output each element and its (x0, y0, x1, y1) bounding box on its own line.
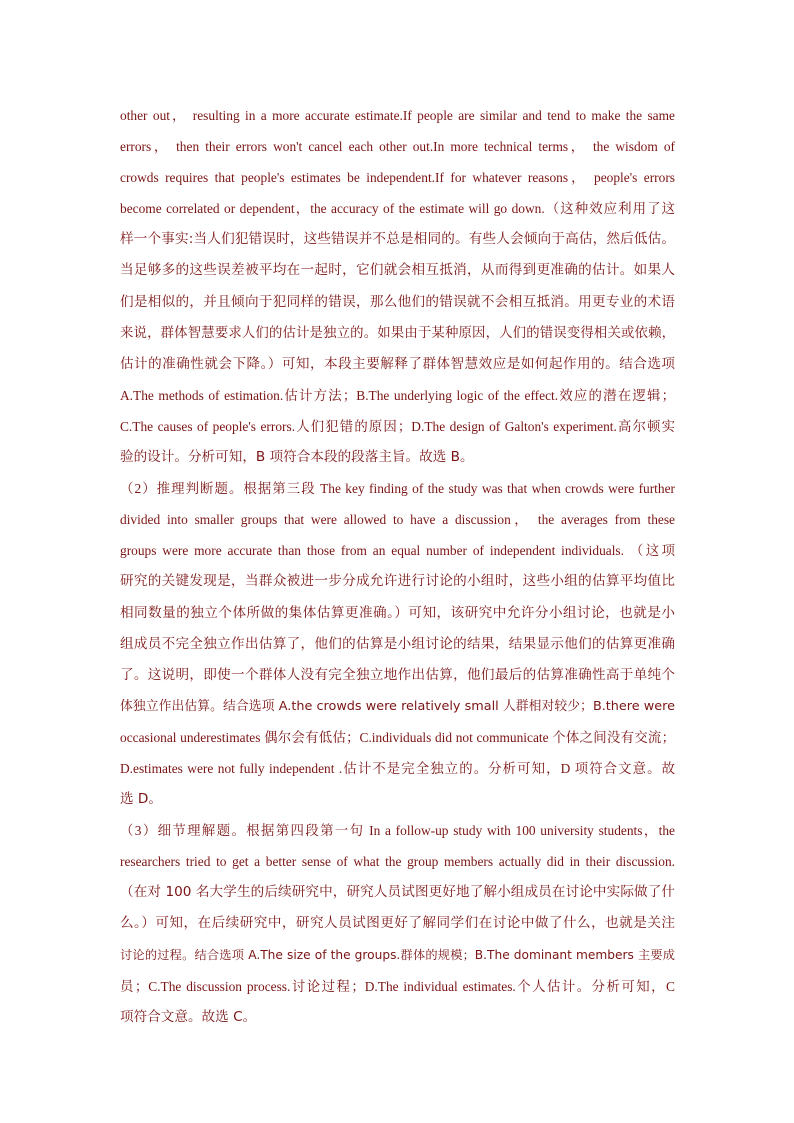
text-line: 们是相似的，并且倾向于犯同样的错误，那么他们的错误就不会相互抵消。用更专业的术语 (120, 293, 675, 310)
text-line: 估计的准确性就会下降。）可知，本段主要解释了群体智慧效应是如何起作用的。结合选项 (120, 355, 675, 372)
question-3-heading-line: （3）细节理解题。根据第四段第一句 In a follow-up study with 100 university students，the (120, 823, 675, 839)
question-2-heading-line: （2）推理判断题。根据第三段 The key finding of the study was that when crowds were further (120, 481, 675, 497)
text-line: errors， then their errors won't cancel each other out.In more technical terms， the wisdom of (120, 139, 675, 155)
text-line: 当足够多的这些误差被平均在一起时，它们就会相互抵消，从而得到更准确的估计。如果人 (120, 262, 675, 279)
text-line: 验的设计。分析可知，B 项符合本段的段落主旨。故选 B。 (120, 449, 474, 466)
text-line: 研究的关键发现是，当群众被进一步分成允许进行讨论的小组时，这些小组的估算平均值比 (120, 573, 675, 590)
text-line: researchers tried to get a better sense of what the group members actually did in their discussion. (120, 854, 675, 870)
text-line: 来说，群体智慧要求人们的估计是独立的。如果由于某种原因，人们的错误变得相关或依赖， (120, 325, 675, 341)
text-line: 项符合文意。故选 C。 (120, 1008, 257, 1025)
text-line: C.The causes of people's errors.人们犯错的原因；D.The design of Galton's experiment.高尔顿实 (120, 418, 675, 434)
text-line: 么。）可知，在后续研究中，研究人员试图更好了解同学们在讨论中做了什么，也就是关注 (120, 915, 675, 932)
text-line: 了。这说明，即使一个群体人没有完全独立地作出估算，他们最后的估算准确性高于单纯个 (120, 666, 675, 683)
text-line: become correlated or dependent，the accuracy of the estimate will go down.（这种效应利用了这 (120, 201, 675, 217)
text-line: 相同数量的独立个体所做的集体估算更准确。）可知，该研究中允许分小组讨论，也就是小 (120, 604, 675, 621)
document-page (120, 100, 675, 1033)
text-line: 员；C.The discussion process.讨论过程；D.The individual estimates.个人估计。分析可知，C (120, 978, 675, 994)
text-line: divided into smaller groups that were allowed to have a discussion， the averages from these (120, 512, 675, 528)
text-line: 体独立作出估算。结合选项 A.the crowds were relatively small 人群相对较少；B.there were (120, 698, 675, 714)
text-line: other out， resulting in a more accurate estimate.If people are similar and tend to make the same (120, 108, 675, 123)
text-line: 选 D。 (120, 791, 162, 808)
text-line: groups were more accurate than those from an equal number of independent individuals. （这项 (120, 543, 675, 559)
text-line: （在对 100 名大学生的后续研究中，研究人员试图更好地了解小组成员在讨论中实际做了什 (120, 884, 675, 901)
text-line: A.The methods of estimation.估计方法；B.The underlying logic of the effect.效应的潜在逻辑； (120, 387, 675, 403)
text-line: occasional underestimates 偶尔会有低估；C.individuals did not communicate 个体之间没有交流； (120, 729, 675, 745)
text-line: 讨论的过程。结合选项 A.The size of the groups.群体的规模；B.The dominant members 主要成 (120, 947, 675, 962)
text-line: crowds requires that people's estimates be independent.If for whatever reasons， people's errors (120, 170, 675, 186)
text-line: 样一个事实:当人们犯错误时，这些错误并不总是相同的。有些人会倾向于高估，然后低估。 (120, 231, 675, 248)
text-line: D.estimates were not fully independent .估计不是完全独立的。分析可知，D 项符合文意。故 (120, 760, 675, 776)
text-line: 组成员不完全独立作出估算了，他们的估算是小组讨论的结果，结果显示他们的估算更准确 (120, 635, 675, 652)
